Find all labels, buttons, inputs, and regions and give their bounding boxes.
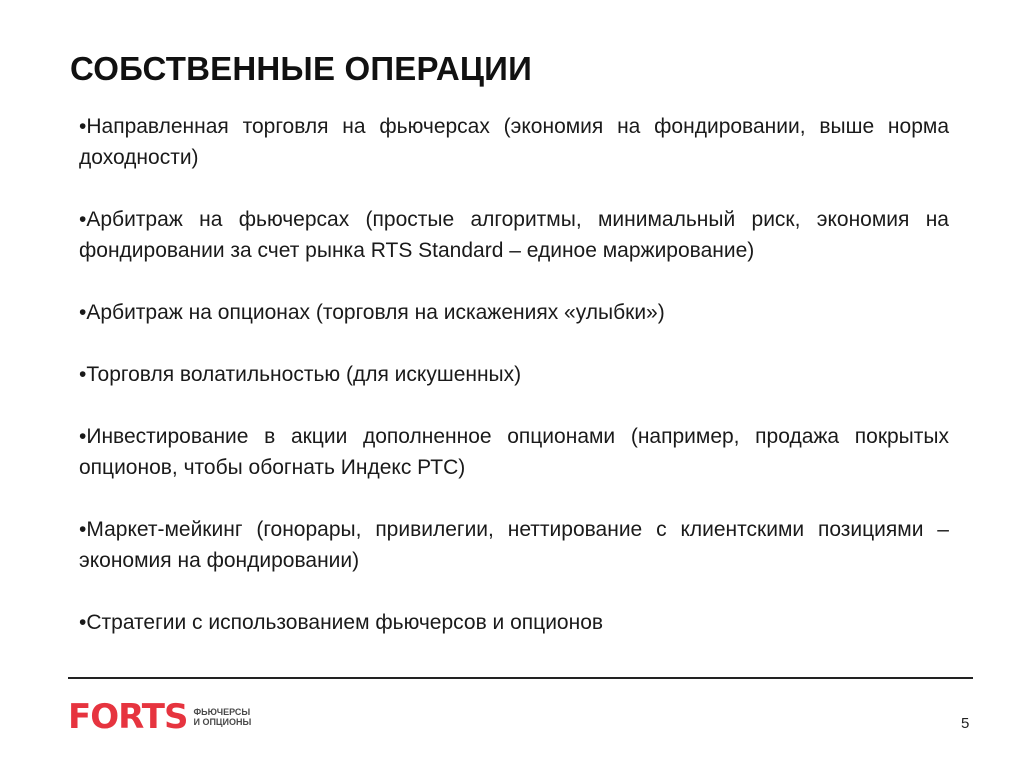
- bullet-item: •Маркет-мейкинг (гонорары, привилегии, неттирование с клиентскими позициями – экономия на фондировании): [79, 518, 949, 572]
- forts-logo: [68, 697, 252, 737]
- page-number: 5: [961, 715, 970, 732]
- logo-wordmark: FORTS: [68, 697, 188, 737]
- footer-divider: [68, 677, 973, 679]
- slide-title: СОБСТВЕННЫЕ ОПЕРАЦИИ: [70, 50, 533, 87]
- bullet-list: [79, 111, 949, 638]
- bullet-item: •Арбитраж на фьючерсах (простые алгоритмы, минимальный риск, экономия на фондировании за счет рынка RTS Standard – единое маржирование): [79, 208, 949, 262]
- bullet-item: •Инвестирование в акции дополненное опционами (например, продажа покрытых опционов, чтобы обогнать Индекс РТС): [79, 425, 949, 479]
- bullet-item: •Торговля волатильностью (для искушенных): [79, 363, 522, 386]
- logo-subtitle-line2: И ОПЦИОНЫ: [193, 717, 252, 727]
- bullet-item: •Стратегии с использованием фьючерсов и опционов: [79, 611, 604, 634]
- logo-subtitle-line1: ФЬЮЧЕРСЫ: [193, 707, 251, 717]
- logo-subtitle: [193, 707, 251, 727]
- bullet-item: •Направленная торговля на фьючерсах (экономия на фондировании, выше норма доходности): [79, 115, 949, 169]
- bullet-item: •Арбитраж на опционах (торговля на искажениях «улыбки»): [79, 301, 665, 324]
